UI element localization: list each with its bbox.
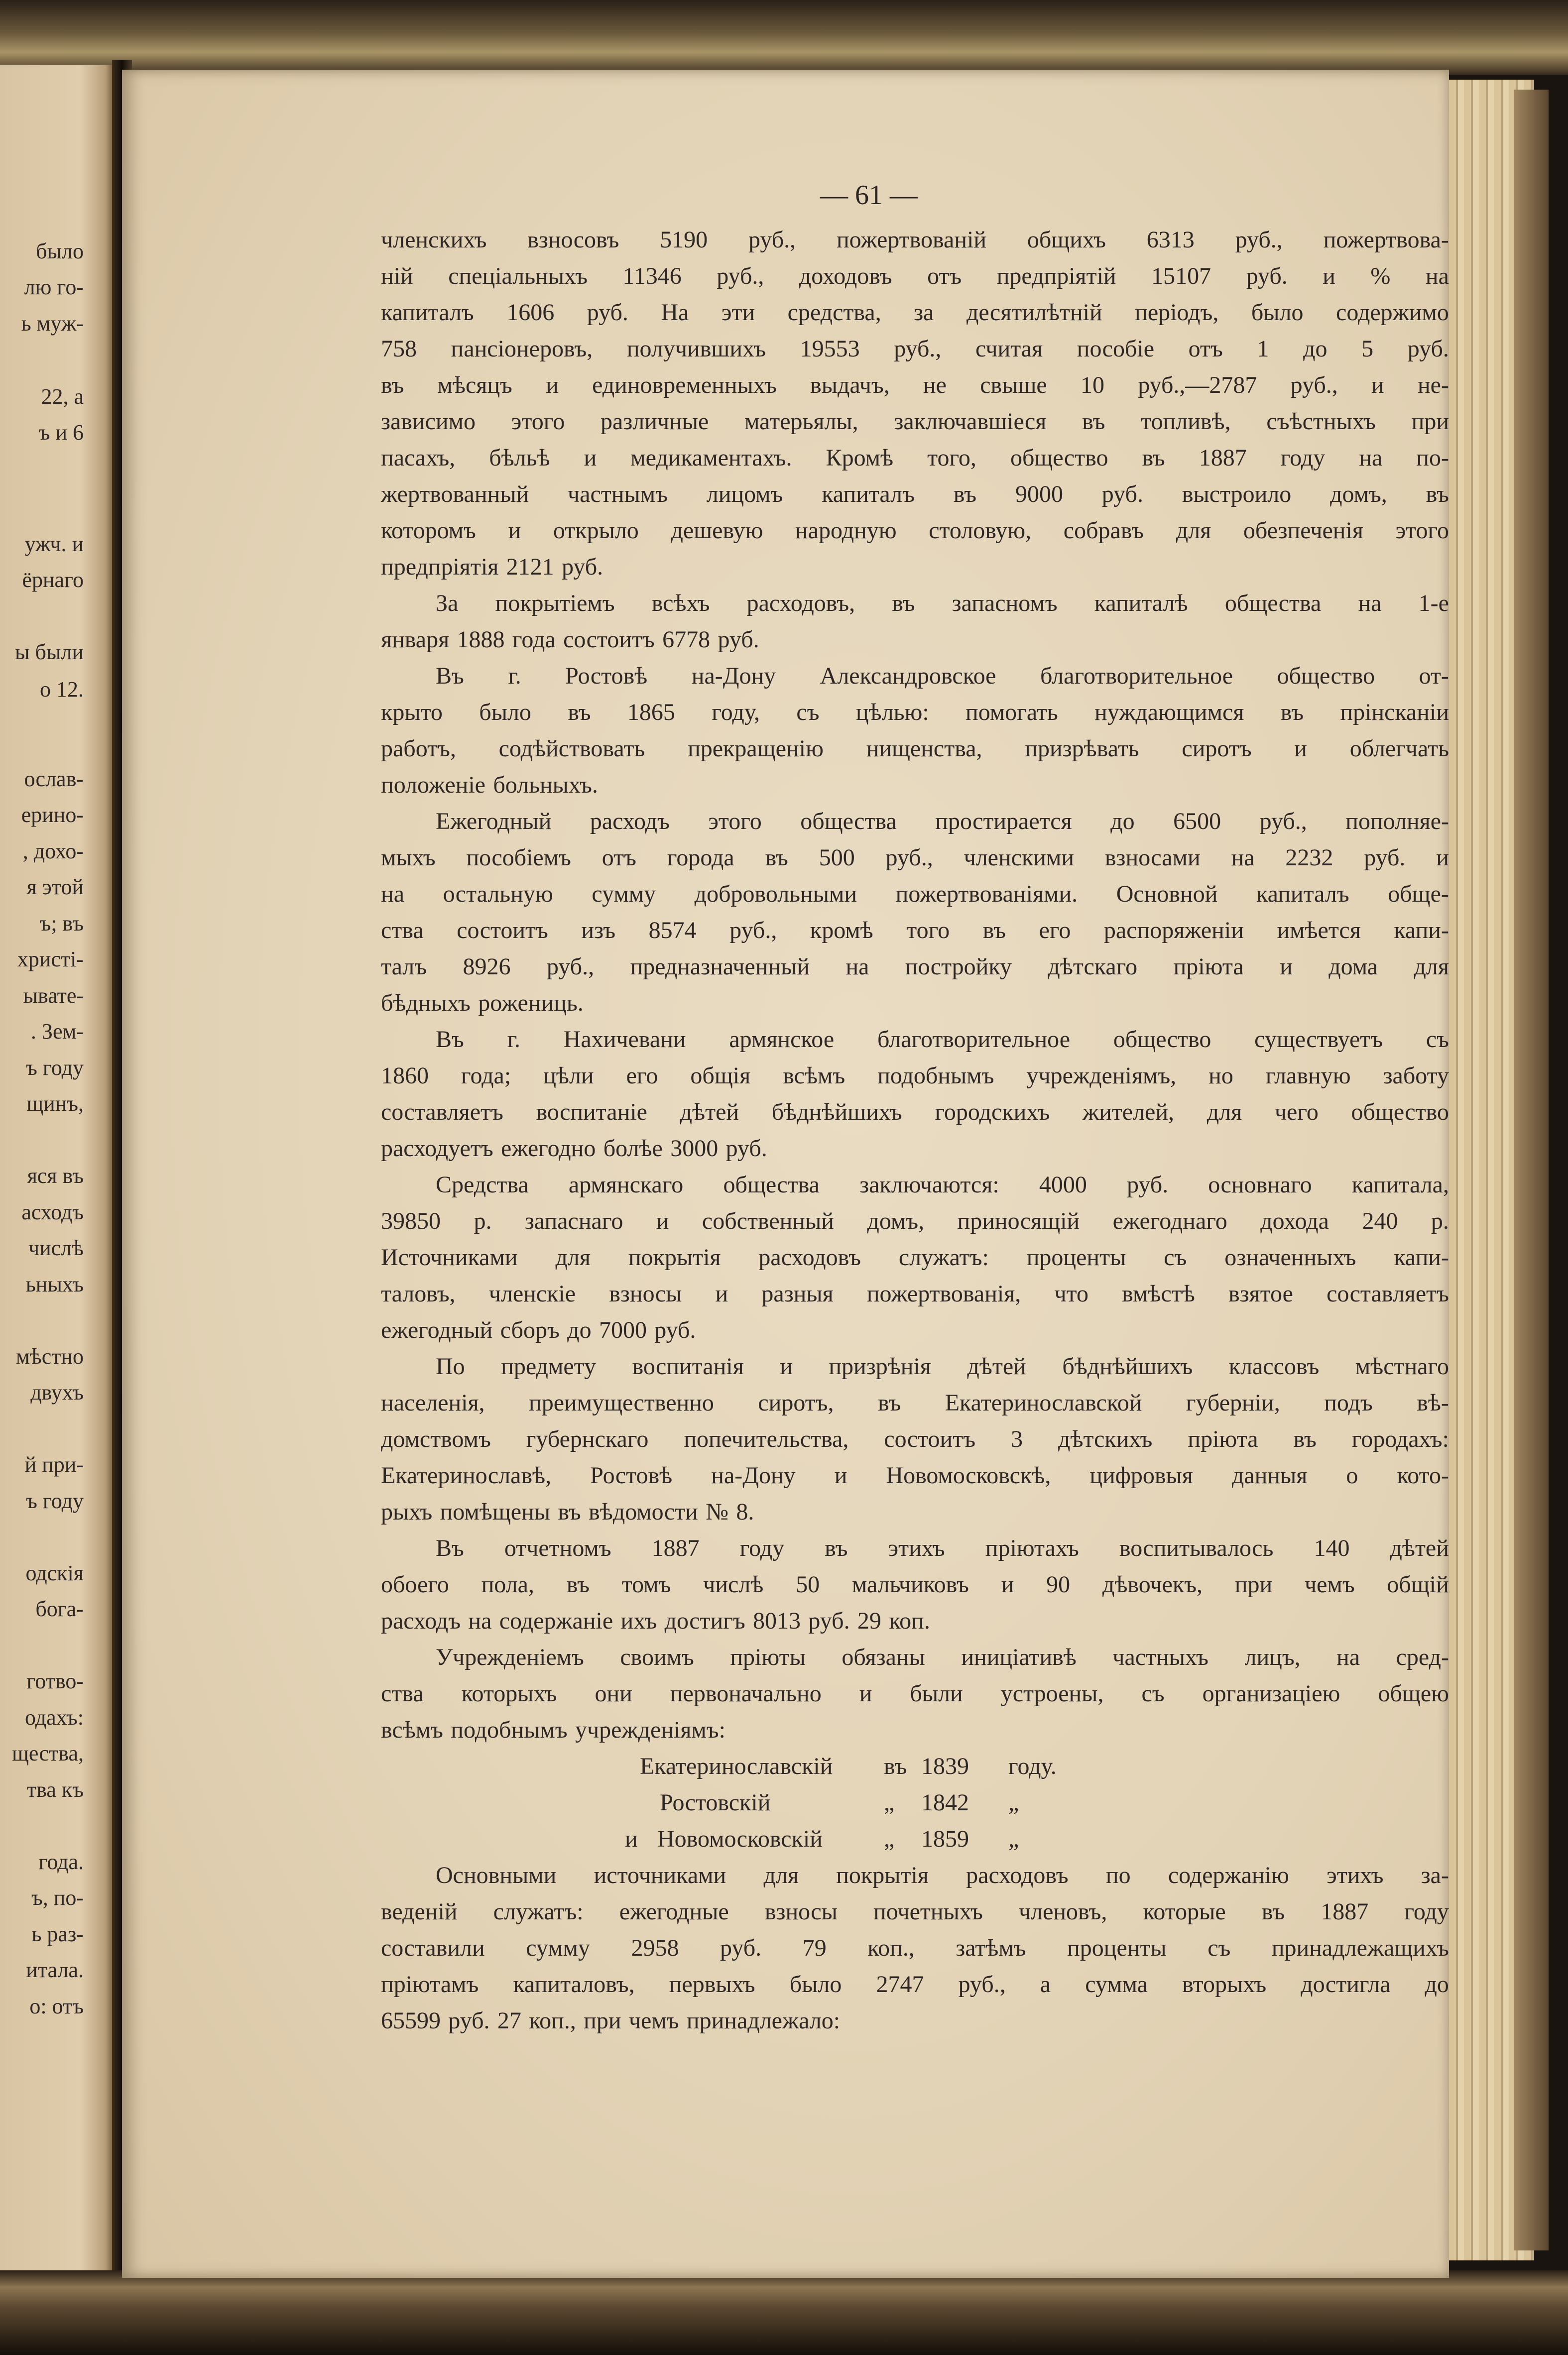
left-page-line: ослав- [24,767,84,791]
left-page-line: одскія [25,1561,84,1585]
left-page-line: ъ; въ [39,911,84,936]
founding-list-prep: „ [884,1826,895,1852]
left-page-line: щинъ, [26,1091,84,1116]
left-page-line: христі- [17,947,84,971]
left-page-line: готво- [26,1669,84,1693]
left-page-line: ьныхъ [25,1272,84,1296]
body-text [381,222,1449,2039]
text-line: въ мѣсяцъ и единовременныхъ выдачъ, не свыше 10 руб.,—2787 руб., и не- [381,372,1449,398]
left-page-line: ужч. и [24,532,84,556]
left-page-line: мѣстно [15,1344,84,1369]
left-page-line: тва къ [26,1777,84,1802]
text-line: 39850 р. запаснаго и собственный домъ, приносящій ежегоднаго дохода 240 р. [381,1208,1449,1234]
text-line: ній спеціальныхъ 11346 руб., доходовъ отъ предпріятій 15107 руб. и % на [381,263,1449,289]
founding-list-prep: „ [884,1789,895,1816]
text-line: Въ г. Ростовѣ на-Дону Александровское благотворительное общество от- [436,663,1449,689]
left-page-line: числѣ [28,1236,84,1260]
book-top-edge [0,0,1568,75]
left-page-line: ы были [14,640,84,664]
text-line: Екатеринославѣ, Ростовѣ на-Дону и Новомосковскѣ, цифровыя данныя о кото- [381,1462,1449,1489]
left-page-line: одахъ: [25,1705,84,1730]
left-page-line: ь раз- [31,1922,84,1946]
left-page-line: ъ году [26,1056,84,1080]
left-page-line: асходъ [21,1200,84,1224]
left-page-fragment [0,65,115,2275]
text-line: расходъ на содержаніе ихъ достигъ 8013 руб. 29 коп. [381,1608,930,1634]
text-line: талъ 8926 руб., предназначенный на постройку дѣтскаго пріюта и дома для [381,953,1449,980]
text-line: составляетъ воспитаніе дѣтей бѣднѣйшихъ городскихъ жителей, для чего общество [381,1099,1449,1125]
text-line: предпріятія 2121 руб. [381,554,603,580]
text-line: пріютамъ капиталовъ, первыхъ было 2747 руб., а сумма вторыхъ достигла до [381,1971,1449,1998]
founding-list-row [381,1748,1449,1784]
text-line: Ежегодный расходъ этого общества простирается до 6500 руб., пополняе- [436,808,1449,834]
text-line: рыхъ помѣщены въ вѣдомости № 8. [381,1499,754,1525]
left-page-line: ъ году [26,1489,84,1513]
text-line: пасахъ, бѣльѣ и медикаментахъ. Кромѣ того, общество въ 1887 году на по- [381,445,1449,471]
left-page-line: ывате- [23,983,84,1008]
founding-list-name: Екатеринославскій [640,1753,833,1779]
founding-list-year: 1842 [921,1789,969,1816]
left-page-line: я этой [26,875,84,899]
text-line: Источниками для покрытія расходовъ служатъ: проценты съ означенныхъ капи- [381,1244,1449,1271]
founding-list-suffix: „ [1008,1789,1019,1816]
founding-list-name: Новомосковскій [657,1826,823,1852]
text-line: на остальную сумму добровольными пожертвованіями. Основной капиталъ обще- [381,881,1449,907]
text-line: Учрежденіемъ своимъ пріюты обязаны иниціативѣ частныхъ лицъ, на сред- [436,1644,1449,1670]
founding-list-year: 1859 [921,1826,969,1852]
left-page-line: о: отъ [29,1994,84,2018]
left-page-line: ь муж- [21,311,84,336]
left-page-line: ёрнаго [22,568,84,592]
text-line: обоего пола, въ томъ числѣ 50 мальчиковъ и 90 дѣвочекъ, при чемъ общій [381,1571,1449,1598]
left-page-line: . Зем- [30,1019,84,1044]
left-page-line: щества, [12,1741,84,1766]
founding-list-year: 1839 [921,1753,969,1779]
left-page-line: года. [38,1850,84,1874]
text-line: Въ г. Нахичевани армянское благотворительное общество существуетъ съ [436,1026,1449,1053]
text-line: зависимо этого различные матерьялы, заключавшіеся въ топливѣ, съѣстныхъ при [381,408,1449,435]
text-line: расходуетъ ежегодно болѣе 3000 руб. [381,1135,767,1162]
text-line: положеніе больныхъ. [381,772,598,798]
text-line: ства состоитъ изъ 8574 руб., кромѣ того въ его распоряженіи имѣется капи- [381,917,1449,943]
text-line: населенія, преимущественно сиротъ, въ Екатеринославской губерніи, подъ вѣ- [381,1390,1449,1416]
text-line: мыхъ пособіемъ отъ города въ 500 руб., членскими взносами на 2232 руб. и [381,844,1449,871]
founding-list-prefix: и [625,1826,638,1852]
left-page-line: итала. [26,1958,84,1982]
book-page [122,70,1449,2278]
left-page-line: о 12. [40,677,84,702]
founding-list-row [381,1784,1449,1821]
founding-list-name: Ростовскій [660,1789,771,1816]
text-line: которомъ и открыло дешевую народную столовую, собравъ для обезпеченія этого [381,517,1449,544]
left-page-line: ерино- [21,803,84,827]
left-page-line: ъ и 6 [38,420,84,445]
text-line: таловъ, членскіе взносы и разныя пожертвованія, что вмѣстѣ взятое составляетъ [381,1281,1449,1307]
text-line: января 1888 года состоитъ 6778 руб. [381,626,759,653]
left-page-line: яся въ [27,1164,84,1188]
text-line: крыто было въ 1865 году, съ цѣлью: помогать нуждающимся въ прінсканіи [381,699,1449,725]
founding-list-prep: въ [884,1753,907,1779]
founding-list-suffix: году. [1008,1753,1057,1779]
page-number: — 61 — [820,180,918,211]
founding-list-row [381,1821,1449,1857]
text-line: 65599 руб. 27 коп., при чемъ принадлежало: [381,2007,841,2034]
text-line: капиталъ 1606 руб. На эти средства, за десятилѣтній періодъ, было содержимо [381,299,1449,326]
text-line: членскихъ взносовъ 5190 руб., пожертвованій общихъ 6313 руб., пожертвова- [381,227,1449,253]
left-page-line: й при- [24,1452,84,1477]
left-page-line: было [36,239,84,263]
text-line: бѣдныхъ рожениць. [381,990,584,1016]
text-line: За покрытіемъ всѣхъ расходовъ, въ запасномъ капиталѣ общества на 1-е [436,590,1449,616]
text-line: Въ отчетномъ 1887 году въ этихъ пріютахъ воспитывалось 140 дѣтей [436,1535,1449,1561]
text-line: 1860 года; цѣли его общія всѣмъ подобнымъ учрежденіямъ, но главную заботу [381,1062,1449,1089]
text-line: ства которыхъ они первоначально и были устроены, съ организаціею общею [381,1680,1449,1707]
left-page-line: двухъ [30,1380,84,1405]
text-line: Основными источниками для покрытія расходовъ по содержанію этихъ за- [436,1862,1449,1888]
text-line: По предмету воспитанія и призрѣнія дѣтей бѣднѣйшихъ классовъ мѣстнаго [436,1353,1449,1380]
text-line: составили сумму 2958 руб. 79 коп., затѣмъ проценты съ принадлежащихъ [381,1935,1449,1961]
left-page-line: , дохо- [22,839,84,863]
text-line: 758 пансіонеровъ, получившихъ 19553 руб., считая пособіе отъ 1 до 5 руб. [381,336,1449,362]
text-line: жертвованный частнымъ лицомъ капиталъ въ 9000 руб. выстроило домъ, въ [381,481,1449,507]
book-cover-edge [1514,90,1549,2250]
text-line: всѣмъ подобнымъ учрежденіямъ: [381,1717,725,1743]
text-line: веденій служатъ: ежегодные взносы почетныхъ членовъ, которые въ 1887 году [381,1898,1449,1925]
book-bottom-edge [0,2270,1568,2355]
left-page-line: ъ, по- [31,1885,84,1910]
text-line: ежегодный сборъ до 7000 руб. [381,1317,696,1343]
left-page-line: бога- [35,1597,84,1621]
text-line: Средства армянскаго общества заключаются: 4000 руб. основнаго капитала, [436,1172,1449,1198]
text-line: работъ, содѣйствовать прекращенію нищенства, призрѣвать сиротъ и облегчать [381,735,1449,762]
text-line: домствомъ губернскаго попечительства, состоитъ 3 дѣтскихъ пріюта въ городахъ: [381,1426,1449,1452]
founding-list-suffix: „ [1008,1826,1019,1852]
left-page-line: лю го- [24,275,84,299]
left-page-line: 22, а [41,384,84,409]
